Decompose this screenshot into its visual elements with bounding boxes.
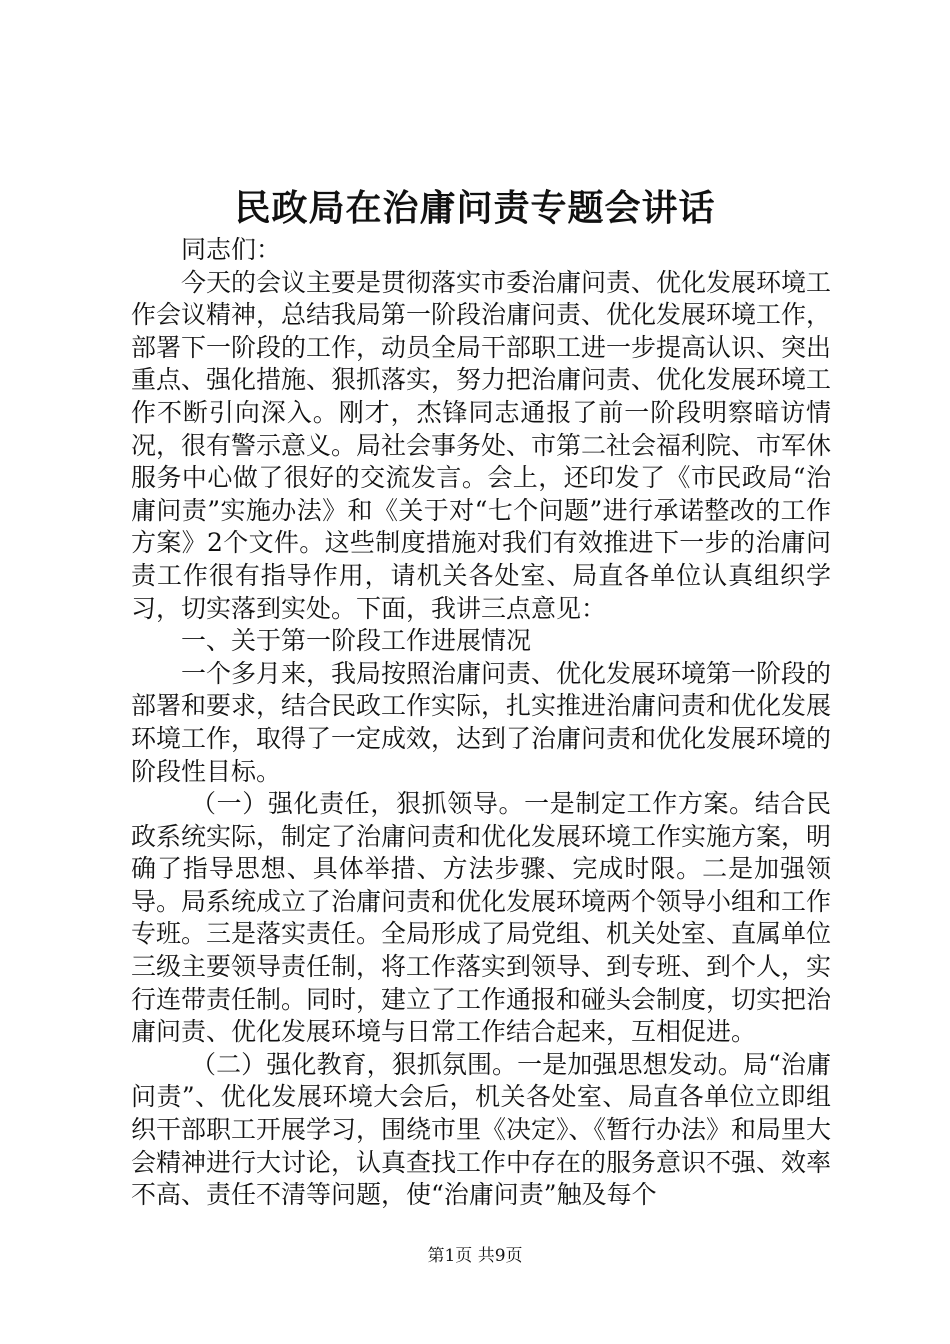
document-body (131, 234, 831, 1212)
document-title: 民政局在治庸问责专题会讲话 (234, 187, 716, 229)
paragraph-subsection-2: （二）强化教育，狠抓氛围。一是加强思想发动。局“治庸问责”、优化发展环境大会后，机关各处室、局直各单位立即组织干部职工开展学习，围绕市里《决定》、《暂行办法》和局里大会精神进行大讨论，认真查找工作中存在的服务意识不强、效率不高、责任不清等问题，使“治庸问责”触及每个 (131, 1049, 832, 1210)
section-heading-1: 一、关于第一阶段工作进展情况 (181, 626, 532, 656)
paragraph-section-1: 一个多月来，我局按照治庸问责、优化发展环境第一阶段的部署和要求，结合民政工作实际，扎实推进治庸问责和优化发展环境工作，取得了一定成效，达到了治庸问责和优化发展环境的阶段性目标。 (131, 658, 832, 786)
paragraph-intro: 今天的会议主要是贯彻落实市委治庸问责、优化发展环境工作会议精神，总结我局第一阶段治庸问责、优化发展环境工作，部署下一阶段的工作，动员全局干部职工进一步提高认识、突出重点、强化措施、狠抓落实，努力把治庸问责、优化发展环境工作不断引向深入。刚才，杰锋同志通报了前一阶段明察暗访情况，很有警示意义。局社会事务处、市第二社会福利院、市军休服务中心做了很好的交流发言。会上，还印发了《市民政局“治庸问责”实施办法》和《关于对“七个问题”进行承诺整改的工作方案》2个文件。这些制度措施对我们有效推进下一步的治庸问责工作很有指导作用，请机关各处室、局直各单位认真组织学习，切实落到实处。下面，我讲三点意见： (131, 267, 832, 623)
salutation: 同志们： (181, 235, 282, 264)
page-number-footer: 第1页 共9页 (427, 1246, 523, 1266)
paragraph-subsection-1: （一）强化责任，狠抓领导。一是制定工作方案。结合民政系统实际，制定了治庸问责和优化发展环境工作实施方案，明确了指导思想、具体举措、方法步骤、完成时限。二是加强领导。局系统成立了治庸问责和优化发展环境两个领导小组和工作专班。三是落实责任。全局形成了局党组、机关处室、直属单位三级主要领导责任制，将工作落实到领导、到专班、到个人，实行连带责任制。同时，建立了工作通报和碰头会制度，切实把治庸问责、优化发展环境与日常工作结合起来，互相促进。 (131, 789, 832, 1047)
